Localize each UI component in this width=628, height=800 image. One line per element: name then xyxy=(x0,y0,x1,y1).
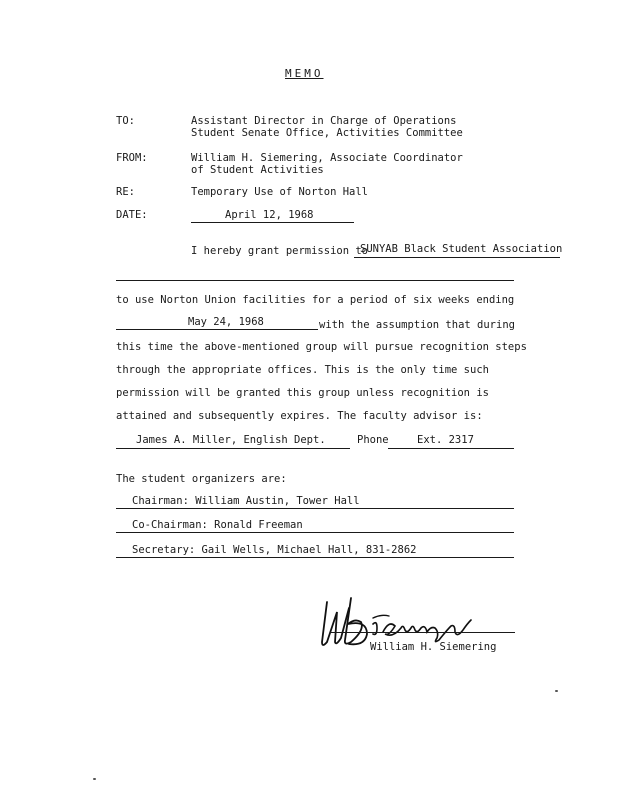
date-underline xyxy=(191,222,354,223)
from-line-2: of Student Activities xyxy=(191,164,324,176)
body-line-4: through the appropriate offices. This is the only time such xyxy=(116,364,489,376)
phone-underline xyxy=(388,448,514,449)
chairman-underline xyxy=(116,508,514,509)
body-line-5: permission will be granted this group unless recognition is xyxy=(116,387,489,399)
phone-value: Ext. 2317 xyxy=(417,434,474,446)
organization-continuation-line xyxy=(116,280,514,281)
body-line-6: attained and subsequently expires. The faculty advisor is: xyxy=(116,410,483,422)
end-date-underline xyxy=(116,329,318,330)
to-line-1: Assistant Director in Charge of Operations xyxy=(191,115,457,127)
re-label: RE: xyxy=(116,186,135,198)
to-line-2: Student Senate Office, Activities Committee xyxy=(191,127,463,139)
body-line-use: to use Norton Union facilities for a period of six weeks ending xyxy=(116,294,515,306)
organization-underline xyxy=(354,257,560,258)
phone-label: Phone xyxy=(357,434,389,446)
to-label: TO: xyxy=(116,115,135,127)
typed-signature-name: William H. Siemering xyxy=(370,641,497,653)
scan-speck xyxy=(93,778,96,780)
chairman-entry: Chairman: William Austin, Tower Hall xyxy=(132,495,360,507)
from-label: FROM: xyxy=(116,152,148,164)
advisor-underline xyxy=(116,448,350,449)
secretary-underline xyxy=(116,557,514,558)
end-date: May 24, 1968 xyxy=(188,316,264,328)
grant-prefix: I hereby grant permission to xyxy=(191,245,369,257)
organization-name: SUNYAB Black Student Association xyxy=(360,243,563,255)
scan-speck xyxy=(555,690,558,692)
co-chairman-underline xyxy=(116,532,514,533)
signature-line xyxy=(330,632,515,633)
advisor-name: James A. Miller, English Dept. xyxy=(136,434,326,446)
secretary-entry: Secretary: Gail Wells, Michael Hall, 831-2862 xyxy=(132,544,417,556)
date-label: DATE: xyxy=(116,209,148,221)
re-value: Temporary Use of Norton Hall xyxy=(191,186,369,198)
organizers-heading: The student organizers are: xyxy=(116,473,287,485)
co-chairman-entry: Co-Chairman: Ronald Freeman xyxy=(132,519,303,531)
body-line-assumption: with the assumption that during xyxy=(319,319,515,331)
from-line-1: William H. Siemering, Associate Coordinator xyxy=(191,152,463,164)
memo-title: MEMO xyxy=(285,67,324,80)
body-line-3: this time the above-mentioned group will pursue recognition steps xyxy=(116,341,527,353)
date-value: April 12, 1968 xyxy=(225,209,314,221)
